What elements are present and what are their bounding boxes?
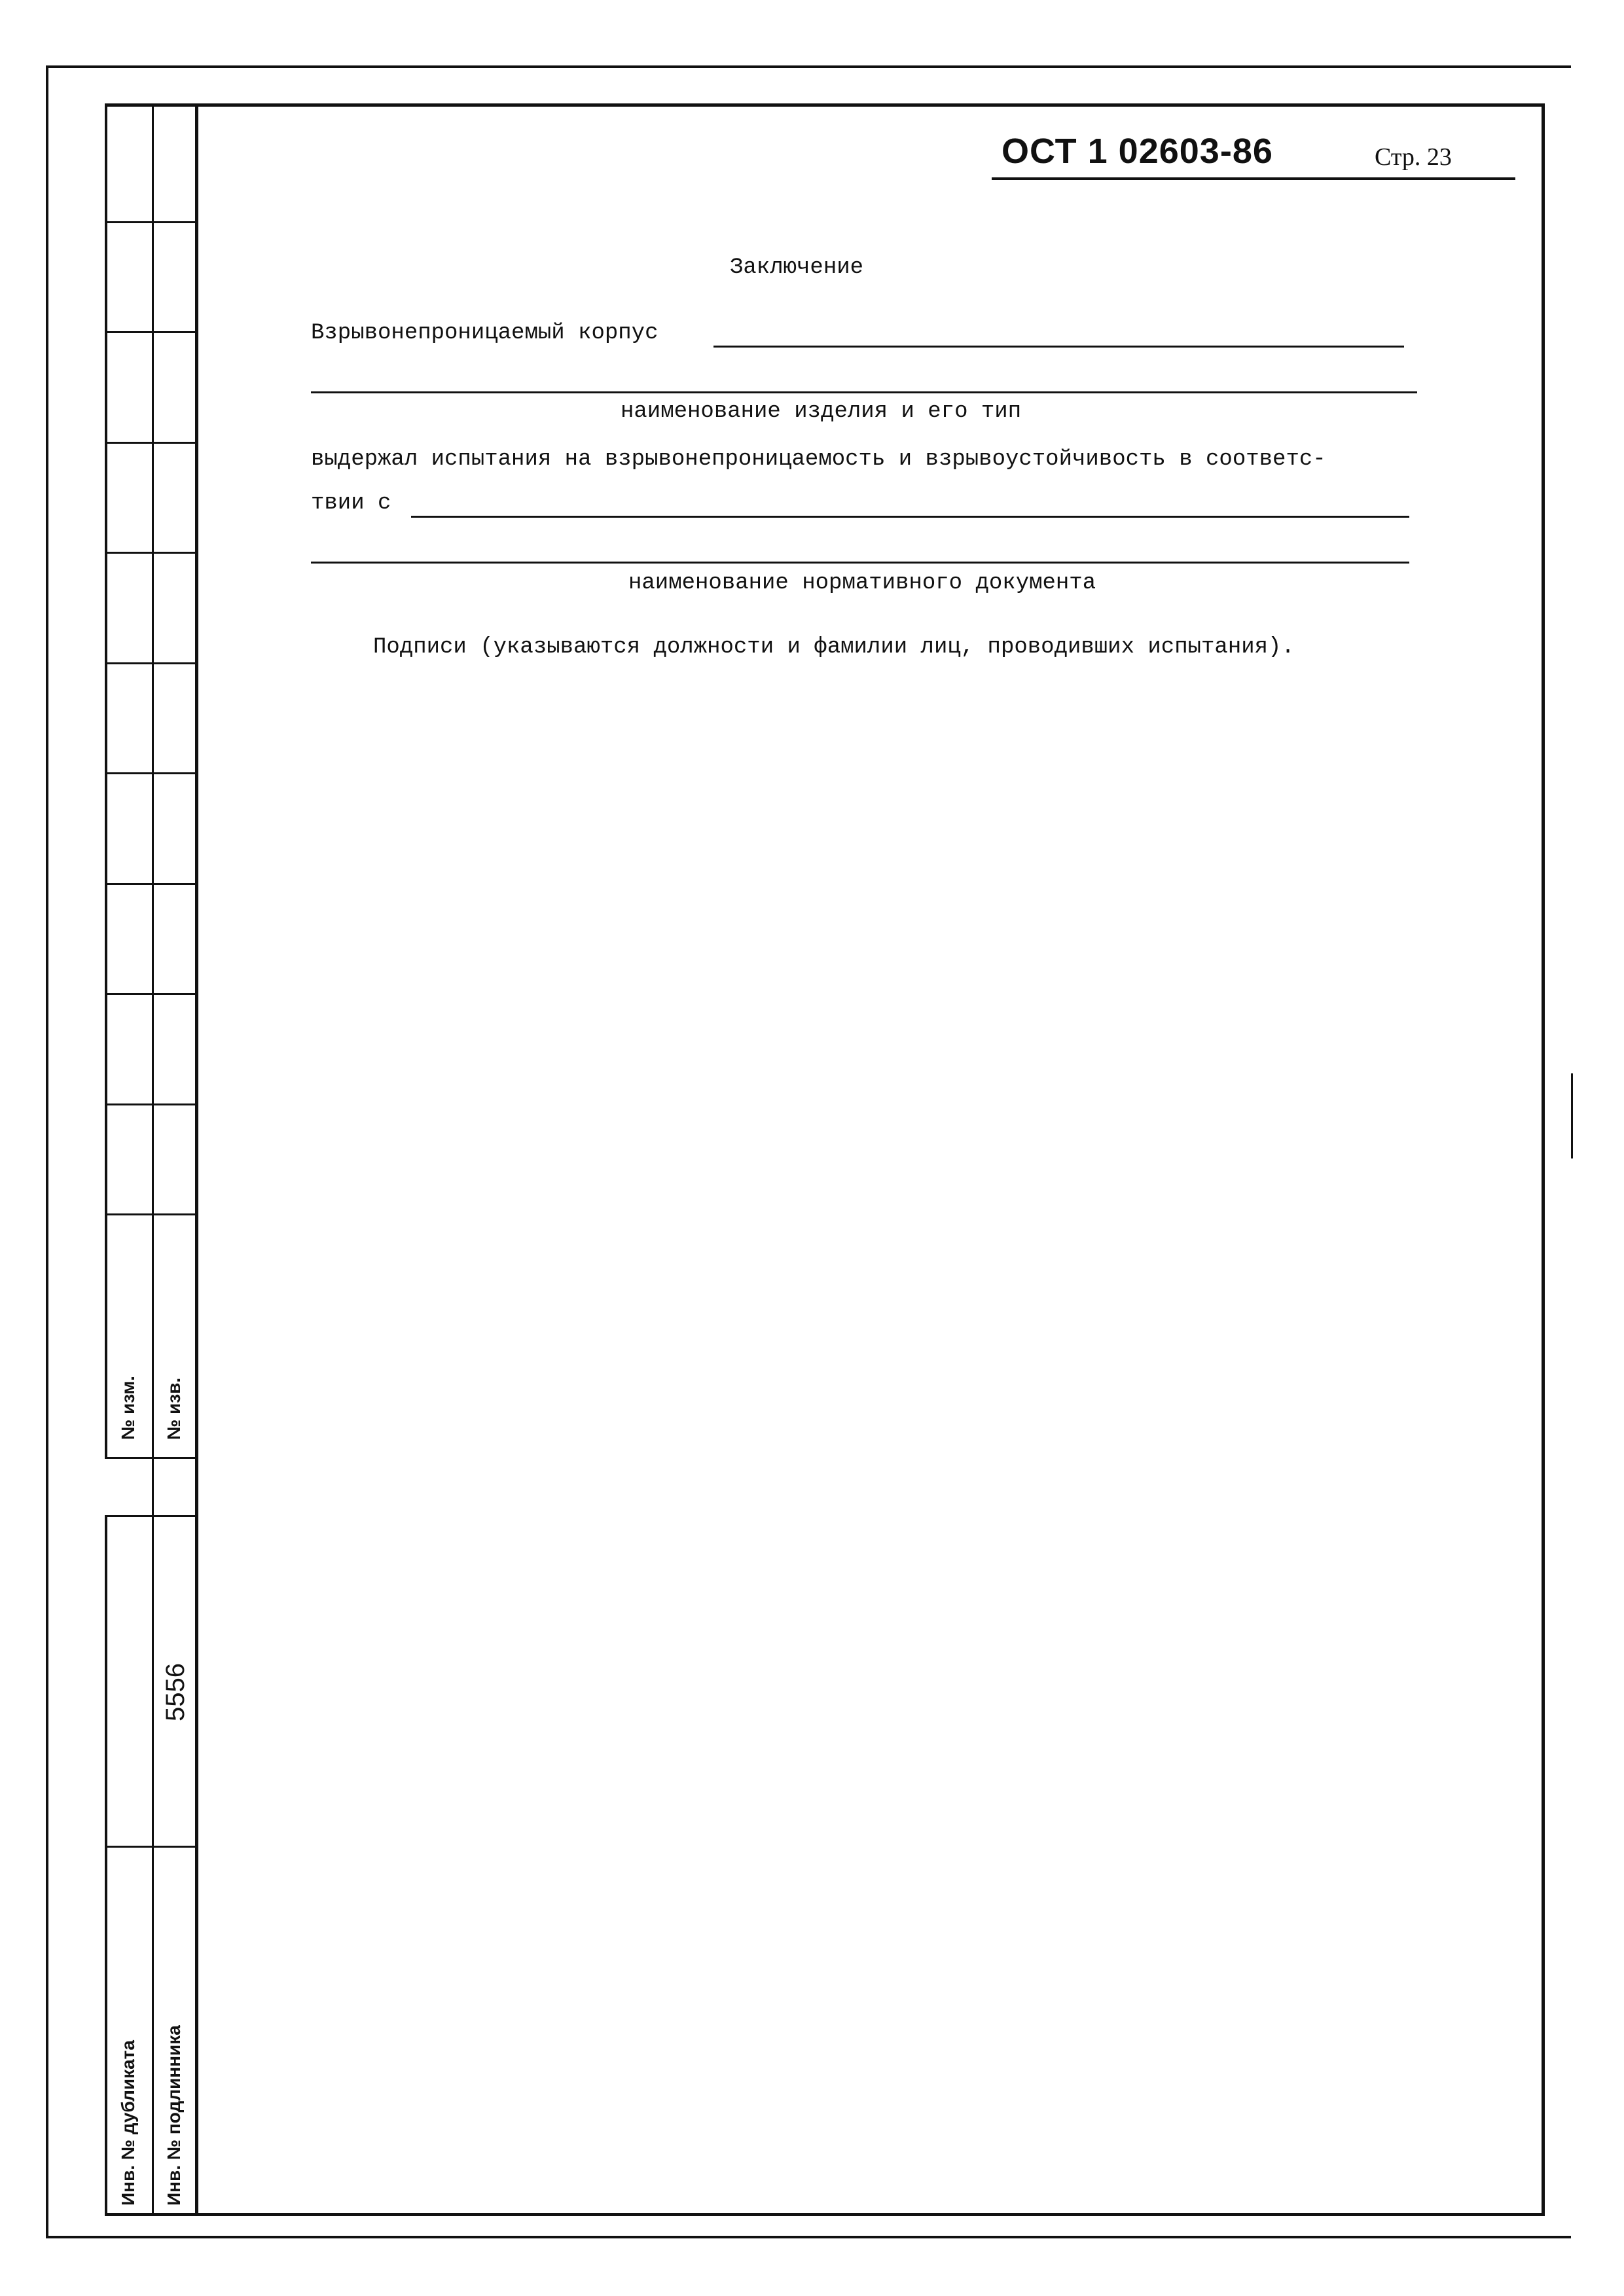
margin-column-divider [152, 103, 154, 2216]
housing-blank-line [713, 346, 1404, 348]
standard-blank-line-2 [311, 562, 1409, 564]
signatures-note: Подписи (указываются должности и фамилии лиц, проводивших испытания). [373, 635, 1295, 660]
margin-column-left-lower [105, 1515, 107, 2216]
product-name-caption: наименование изделия и его тип [621, 399, 1022, 424]
housing-blank-line-2 [311, 391, 1417, 393]
frame-bottom [105, 2213, 1545, 2216]
header-rule [992, 177, 1515, 180]
page-label: Стр. [1375, 143, 1421, 171]
document-code: ОСТ 1 02603-86 [1001, 132, 1273, 171]
margin-notice-no: № изв. [164, 1377, 184, 1440]
page-number: 23 [1426, 143, 1452, 171]
frame-top [105, 103, 1545, 107]
sheet-bottom-edge [46, 2236, 1571, 2238]
frame-right [1542, 103, 1545, 2216]
margin-original-inv: Инв. № подлинника [164, 2025, 184, 2206]
test-statement: выдержал испытания на взрывонепроницаемость и взрывоустойчивость в соответс- [311, 447, 1326, 472]
margin-change-no: № изм. [118, 1376, 138, 1440]
accordance-label: твии с [311, 491, 391, 516]
standard-blank-line [411, 516, 1409, 518]
margin-column-left-upper [105, 103, 107, 1458]
regulatory-doc-caption: наименование нормативного документа [628, 571, 1096, 596]
margin-original-inv-value: 5556 [161, 1663, 190, 1721]
housing-label: Взрывонепроницаемый корпус [311, 321, 659, 346]
margin-duplicate-inv: Инв. № дубликата [118, 2040, 138, 2206]
conclusion-title: Заключение [730, 255, 864, 280]
sheet-right-mark [1571, 1073, 1573, 1158]
sheet-left-edge [46, 65, 48, 2238]
frame-inner-left [195, 103, 198, 2216]
page-indicator [1375, 143, 1452, 171]
sheet-top-edge [46, 65, 1571, 68]
